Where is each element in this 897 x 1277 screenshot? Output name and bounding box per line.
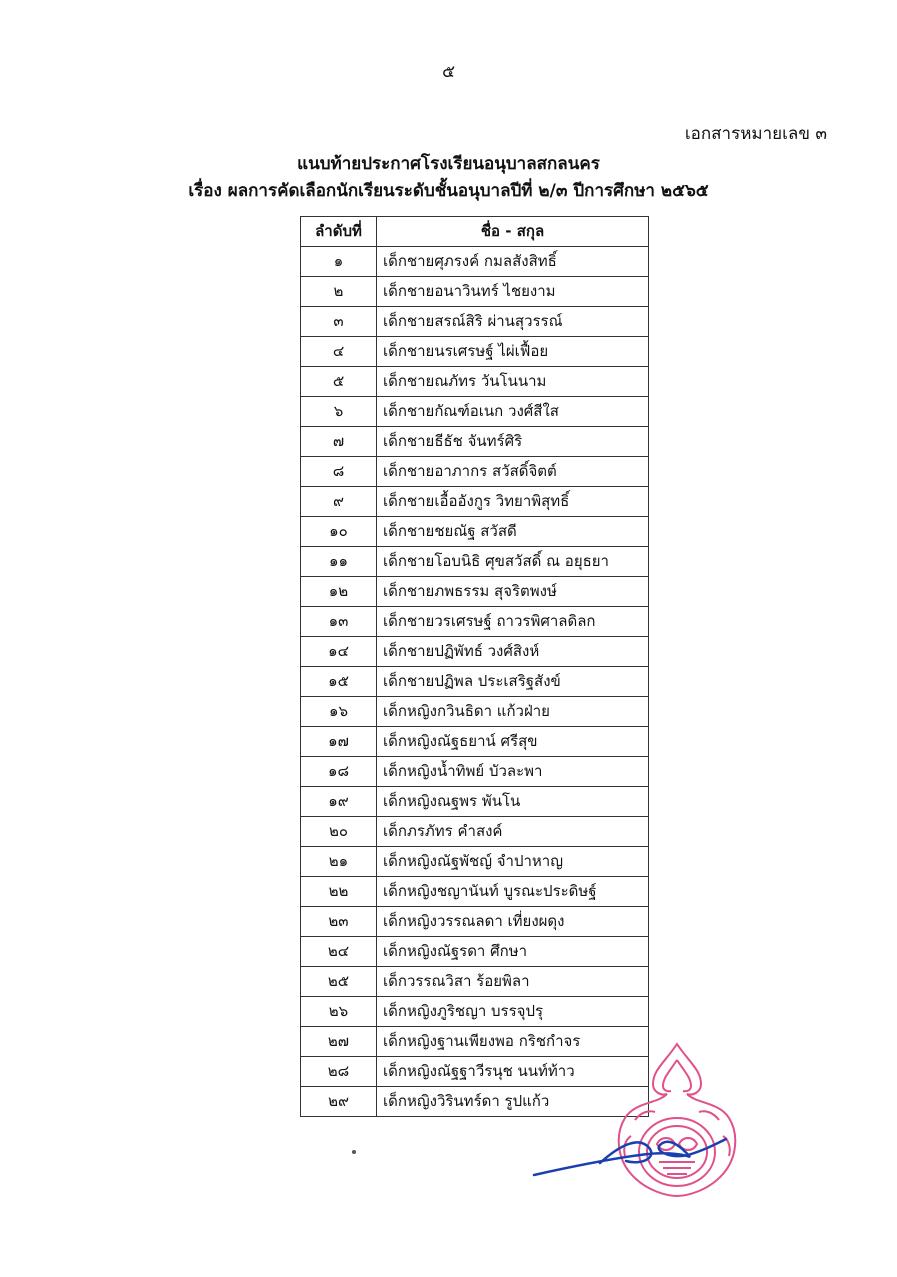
- table-row: [301, 607, 649, 637]
- row-order-number: ๑๘: [301, 757, 377, 787]
- row-full-name: เด็กชายณภัทร วันโนนาม: [377, 367, 649, 397]
- table-row: [301, 757, 649, 787]
- row-order-number: ๒๕: [301, 967, 377, 997]
- row-order-number: ๑๑: [301, 547, 377, 577]
- table-row: [301, 397, 649, 427]
- student-list-table: [300, 216, 649, 1117]
- row-order-number: ๒๘: [301, 1057, 377, 1087]
- table-row: [301, 937, 649, 967]
- table-row: [301, 817, 649, 847]
- row-order-number: ๒๒: [301, 877, 377, 907]
- row-full-name: เด็กหญิงน้ำทิพย์ บัวละพา: [377, 757, 649, 787]
- row-full-name: เด็กหญิงวรรณลดา เที่ยงผดุง: [377, 907, 649, 937]
- row-full-name: เด็กหญิงณัฐรดา ศึกษา: [377, 937, 649, 967]
- row-order-number: ๑๒: [301, 577, 377, 607]
- row-order-number: ๒๑: [301, 847, 377, 877]
- row-full-name: เด็กหญิงชญานันท์ บูรณะประดิษฐ์: [377, 877, 649, 907]
- table-row: [301, 997, 649, 1027]
- row-order-number: ๒: [301, 277, 377, 307]
- row-order-number: ๑๖: [301, 697, 377, 727]
- row-order-number: ๑๓: [301, 607, 377, 637]
- row-full-name: เด็กชายอาภากร สวัสดิ์จิตต์: [377, 457, 649, 487]
- row-full-name: เด็กหญิงฐานเพียงพอ กริชกำจร: [377, 1027, 649, 1057]
- row-order-number: ๒๗: [301, 1027, 377, 1057]
- document-number: เอกสารหมายเลข ๓: [684, 124, 827, 144]
- table-row: [301, 877, 649, 907]
- row-full-name: เด็กชายสรณ์สิริ ผ่านสุวรรณ์: [377, 307, 649, 337]
- row-full-name: เด็กภรภัทร คำสงค์: [377, 817, 649, 847]
- header-order-number: ลำดับที่: [301, 217, 377, 247]
- row-order-number: ๑๔: [301, 637, 377, 667]
- table-row: [301, 967, 649, 997]
- table-row: [301, 667, 649, 697]
- row-full-name: เด็กชายภพธรรม สุจริตพงษ์: [377, 577, 649, 607]
- row-full-name: เด็กวรรณวิสา ร้อยพิลา: [377, 967, 649, 997]
- row-order-number: ๑๕: [301, 667, 377, 697]
- table-row: [301, 307, 649, 337]
- handwritten-signature: [530, 1115, 730, 1195]
- row-order-number: ๕: [301, 367, 377, 397]
- row-full-name: เด็กชายชยณัฐ สวัสดี: [377, 517, 649, 547]
- table-row: [301, 277, 649, 307]
- row-order-number: ๒๓: [301, 907, 377, 937]
- stray-mark: [352, 1150, 356, 1154]
- row-full-name: เด็กชายปฏิพล ประเสริฐสังข์: [377, 667, 649, 697]
- table-row: [301, 367, 649, 397]
- announcement-title: แนบท้ายประกาศโรงเรียนอนุบาลสกลนคร: [297, 154, 600, 174]
- row-full-name: เด็กชายนรเศรษฐ์ ไผ่เฟื้อย: [377, 337, 649, 367]
- row-order-number: ๖: [301, 397, 377, 427]
- table-row: [301, 547, 649, 577]
- row-full-name: เด็กหญิงวิรินทร์ดา รูปแก้ว: [377, 1087, 649, 1117]
- row-order-number: ๗: [301, 427, 377, 457]
- row-order-number: ๒๐: [301, 817, 377, 847]
- table-row: [301, 907, 649, 937]
- page-number: ๕: [442, 62, 455, 82]
- row-full-name: เด็กชายวรเศรษฐ์ ถาวรพิศาลดิลก: [377, 607, 649, 637]
- table-row: [301, 847, 649, 877]
- row-full-name: เด็กชายธีธัช จันทร์ศิริ: [377, 427, 649, 457]
- table-row: [301, 697, 649, 727]
- row-full-name: เด็กหญิงณัฐฐาวีรนุช นนท์ท้าว: [377, 1057, 649, 1087]
- row-order-number: ๒๖: [301, 997, 377, 1027]
- table-row: [301, 337, 649, 367]
- table-row: [301, 727, 649, 757]
- row-order-number: ๑๗: [301, 727, 377, 757]
- row-full-name: เด็กหญิงณัฐพัชญ์ จำปาหาญ: [377, 847, 649, 877]
- table-row: [301, 247, 649, 277]
- row-full-name: เด็กหญิงภูริชญา บรรจุปรุ: [377, 997, 649, 1027]
- row-order-number: ๘: [301, 457, 377, 487]
- row-full-name: เด็กหญิงณัฐธยาน์ ศรีสุข: [377, 727, 649, 757]
- row-full-name: เด็กหญิงณฐพร พันโน: [377, 787, 649, 817]
- row-order-number: ๑๙: [301, 787, 377, 817]
- table-row: [301, 637, 649, 667]
- table-header-row: [301, 217, 649, 247]
- row-order-number: ๑: [301, 247, 377, 277]
- table-row: [301, 577, 649, 607]
- row-full-name: เด็กชายอนาวินทร์ ไชยงาม: [377, 277, 649, 307]
- row-full-name: เด็กชายเอื้ออังกูร วิทยาพิสุทธิ์: [377, 487, 649, 517]
- table-body: [301, 247, 649, 1117]
- row-order-number: ๓: [301, 307, 377, 337]
- row-order-number: ๑๐: [301, 517, 377, 547]
- row-full-name: เด็กชายปฏิพัทธ์ วงศ์สิงห์: [377, 637, 649, 667]
- row-order-number: ๙: [301, 487, 377, 517]
- row-order-number: ๒๙: [301, 1087, 377, 1117]
- row-full-name: เด็กชายศุภรงค์ กมลสังสิทธิ์: [377, 247, 649, 277]
- table-row: [301, 457, 649, 487]
- table-row: [301, 487, 649, 517]
- header-full-name: ชื่อ - สกุล: [377, 217, 649, 247]
- row-order-number: ๒๔: [301, 937, 377, 967]
- table-row: [301, 427, 649, 457]
- row-full-name: เด็กชายกัณฑ์อเนก วงศ์สีใส: [377, 397, 649, 427]
- table-row: [301, 517, 649, 547]
- table-row: [301, 787, 649, 817]
- announcement-subject: เรื่อง ผลการคัดเลือกนักเรียนระดับชั้นอนุบาลปีที่ ๒/๓ ปีการศึกษา ๒๕๖๕: [188, 181, 709, 201]
- row-full-name: เด็กหญิงกวินธิดา แก้วฝ่าย: [377, 697, 649, 727]
- row-full-name: เด็กชายโอบนิธิ ศุขสวัสดิ์ ณ อยุธยา: [377, 547, 649, 577]
- row-order-number: ๔: [301, 337, 377, 367]
